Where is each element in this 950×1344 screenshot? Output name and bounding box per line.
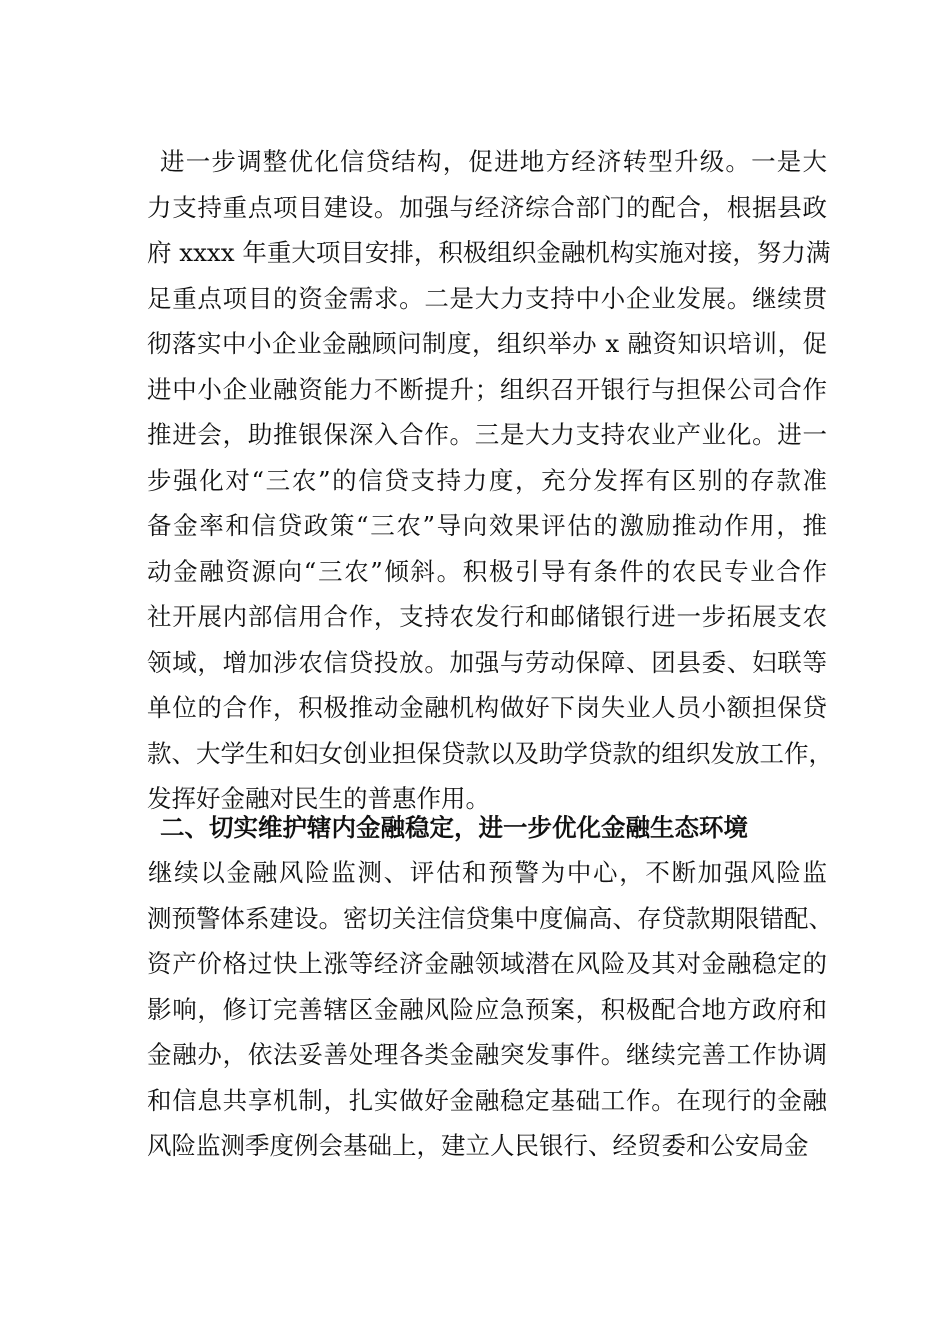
text-line: 社开展内部信用合作，支持农发行和邮储银行进一步拓展支农 xyxy=(147,602,827,631)
text-line: 进一步调整优化信贷结构，促进地方经济转型升级。一是大 xyxy=(160,147,827,176)
text-line: 影响，修订完善辖区金融风险应急预案，积极配合地方政府和 xyxy=(147,994,827,1024)
text-line: 继续以金融风险监测、评估和预警为中心，不断加强风险监 xyxy=(148,858,827,887)
text-line: 府 xxxx 年重大项目安排，积极组织金融机构实施对接，努力满 xyxy=(147,238,831,267)
text-line: 动金融资源向“三农”倾斜。积极引导有条件的农民专业合作 xyxy=(147,556,827,586)
section-heading-financial-stability: 二、切实维护辖内金融稳定，进一步优化金融生态环境 xyxy=(160,813,748,842)
text-line: 发挥好金融对民生的普惠作用。 xyxy=(147,784,490,813)
text-line: 单位的合作，积极推动金融机构做好下岗失业人员小额担保贷 xyxy=(147,693,827,722)
text-line: 风险监测季度例会基础上，建立人民银行、经贸委和公安局金 xyxy=(147,1131,809,1160)
text-line: 和信息共享机制，扎实做好金融稳定基础工作。在现行的金融 xyxy=(147,1085,827,1115)
text-line: 领域，增加涉农信贷投放。加强与劳动保障、团县委、妇联等 xyxy=(147,647,827,677)
text-line: 进中小企业融资能力不断提升；组织召开银行与担保公司合作 xyxy=(147,374,827,404)
text-line: 资产价格过快上涨等经济金融领域潜在风险及其对金融稳定的 xyxy=(147,949,827,978)
text-line: 足重点项目的资金需求。二是大力支持中小企业发展。继续贯 xyxy=(147,283,827,313)
text-line: 测预警体系建设。密切关注信贷集中度偏高、存贷款期限错配、 xyxy=(147,903,833,933)
text-line: 备金率和信贷政策“三农”导向效果评估的激励推动作用，推 xyxy=(147,511,827,540)
text-line: 步强化对“三农”的信贷支持力度，充分发挥有区别的存款准 xyxy=(147,465,827,495)
text-line: 款、大学生和妇女创业担保贷款以及助学贷款的组织发放工作， xyxy=(147,738,833,768)
text-line: 彻落实中小企业金融顾问制度，组织举办 x 融资知识培训，促 xyxy=(147,329,827,358)
text-line: 金融办，依法妥善处理各类金融突发事件。继续完善工作协调 xyxy=(147,1040,827,1069)
text-line: 推进会，助推银保深入合作。三是大力支持农业产业化。进一 xyxy=(147,420,827,449)
text-line: 力支持重点项目建设。加强与经济综合部门的配合，根据县政 xyxy=(147,192,827,222)
